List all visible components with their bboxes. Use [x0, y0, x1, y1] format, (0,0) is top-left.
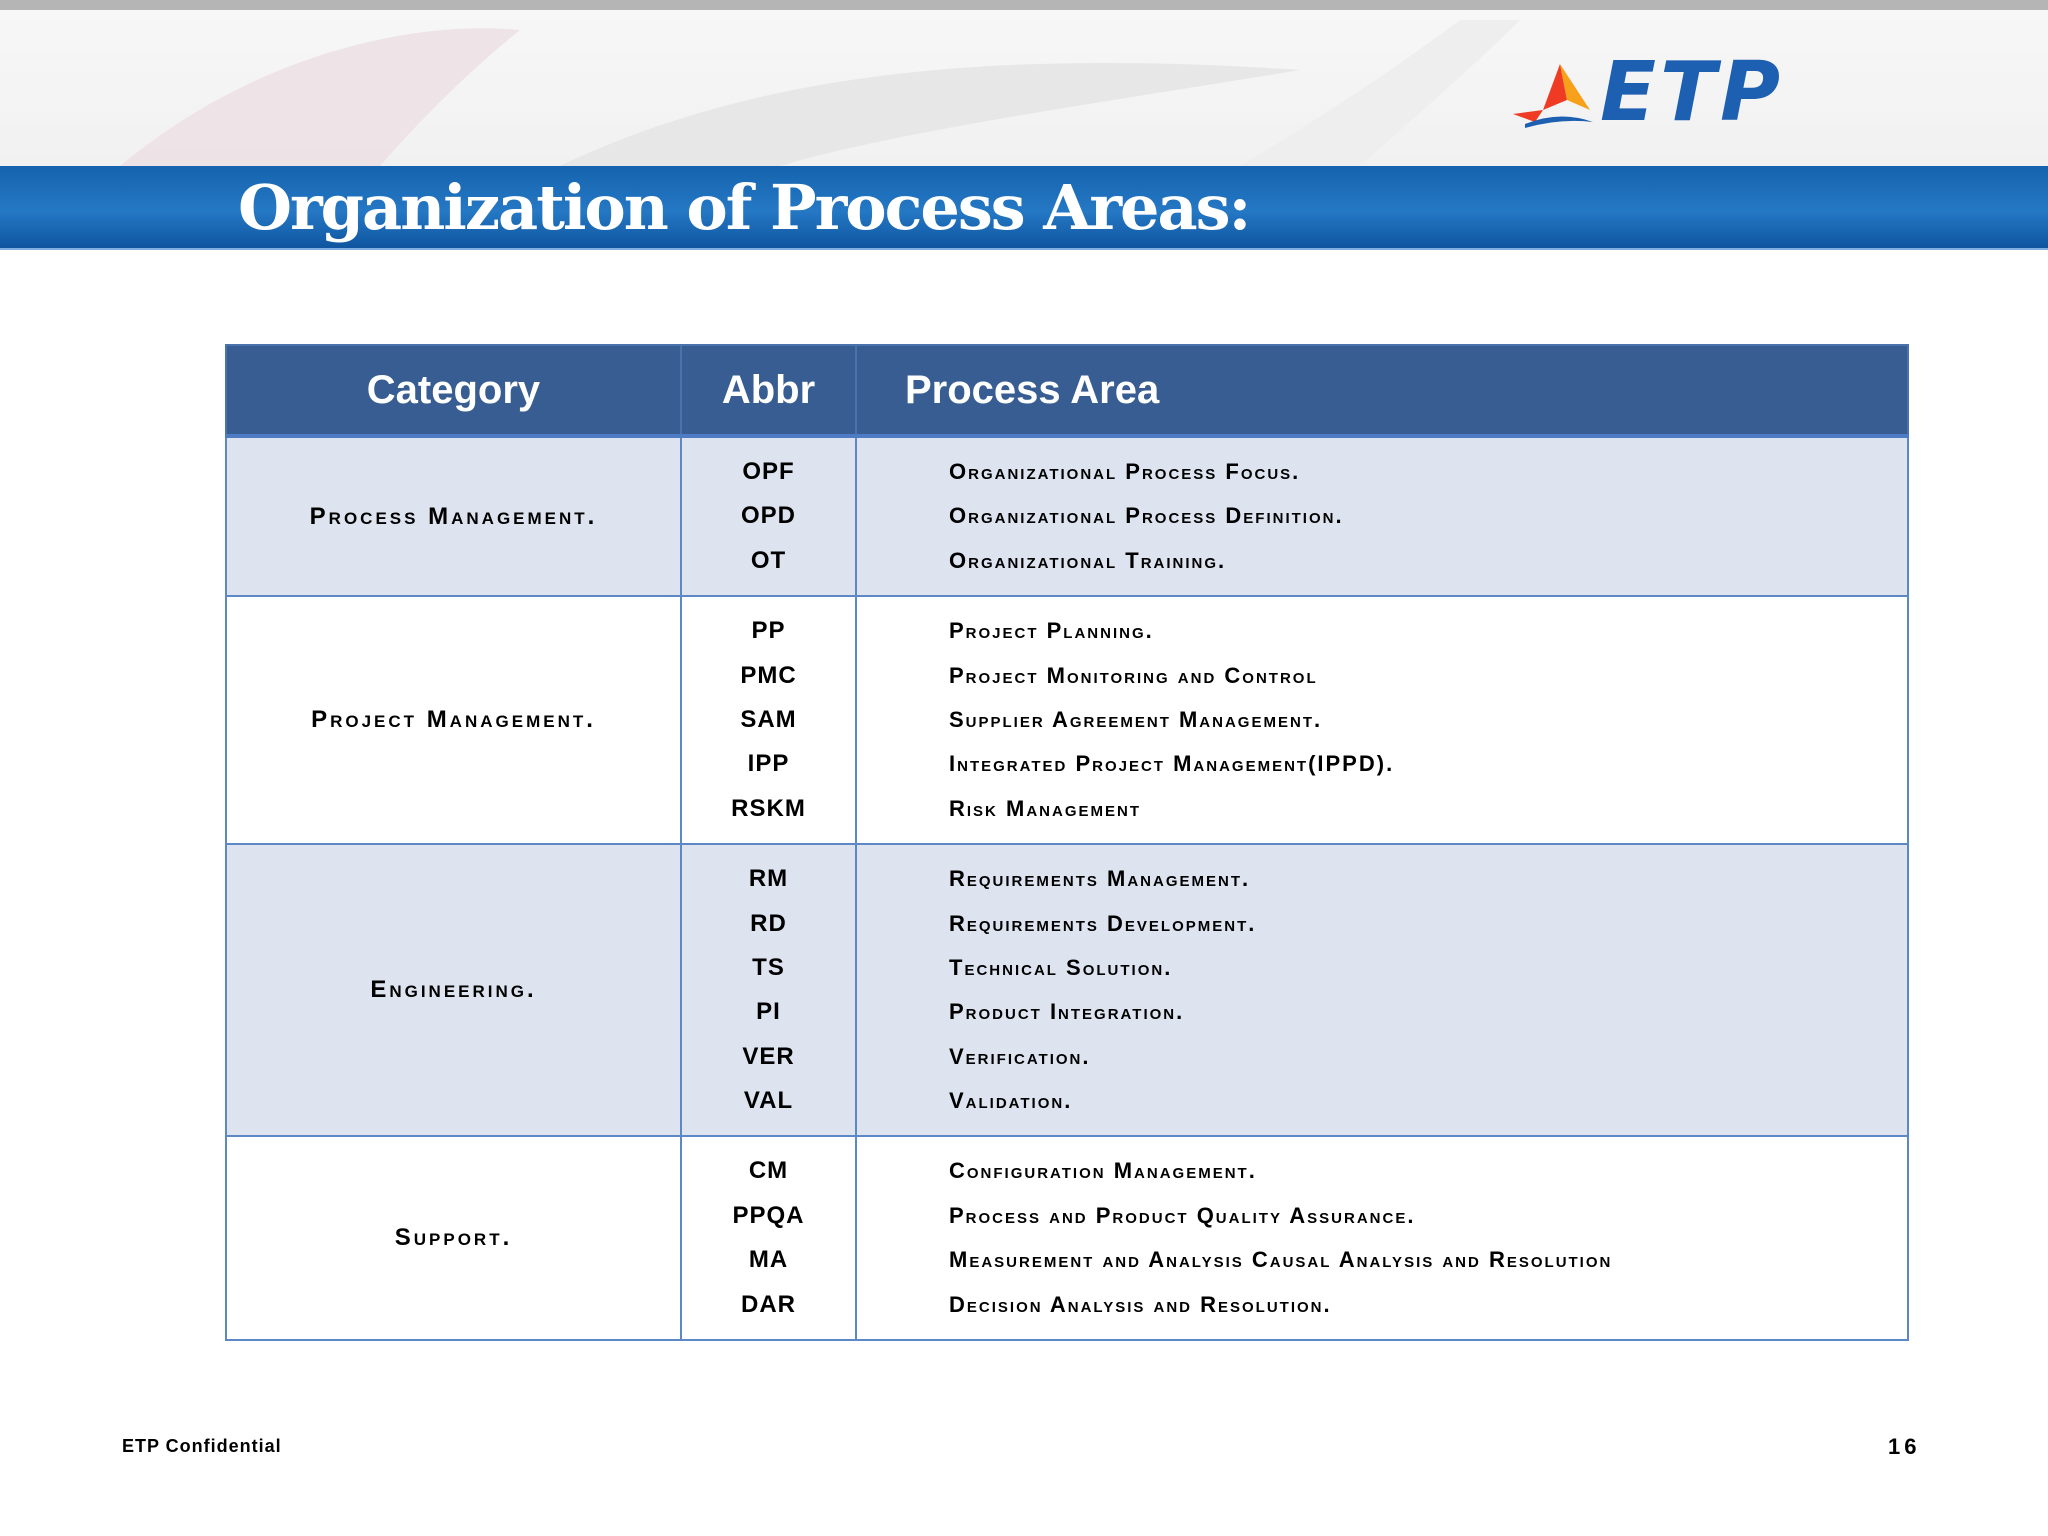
- abbr-item: PI: [756, 998, 781, 1026]
- process-area-item: Integrated Project Management(IPPD).: [949, 751, 1395, 777]
- abbr-cell: [681, 596, 856, 844]
- table-row: [226, 844, 1908, 1136]
- page-title: Organization of Process Areas:: [238, 171, 1250, 244]
- abbr-item: RSKM: [731, 794, 806, 822]
- process-area-item: Product Integration.: [949, 999, 1185, 1025]
- process-area-cell: [856, 596, 1908, 844]
- abbr-item: RD: [750, 909, 787, 937]
- process-area-item: Requirements Management.: [949, 866, 1251, 892]
- table-row: [226, 436, 1908, 596]
- top-border: [0, 0, 2048, 10]
- process-area-item: Validation.: [949, 1088, 1073, 1114]
- process-area-cell: [856, 844, 1908, 1136]
- category-cell: Support.: [226, 1136, 681, 1340]
- process-area-item: Project Monitoring and Control: [949, 662, 1318, 688]
- process-area-cell: [856, 1136, 1908, 1340]
- abbr-item: OT: [750, 546, 787, 574]
- abbr-item: MA: [748, 1246, 789, 1274]
- process-area-item: Risk Management: [949, 795, 1141, 821]
- abbr-item: PP: [751, 617, 786, 645]
- process-area-item: Supplier Agreement Management.: [949, 706, 1323, 732]
- page-number: 16: [1888, 1434, 1921, 1459]
- abbr-cell: [681, 436, 856, 596]
- table-header-row: [226, 345, 1908, 436]
- abbr-item: VAL: [743, 1087, 794, 1115]
- column-header-abbr: Abbr: [681, 345, 856, 436]
- table-body: [226, 436, 1908, 1340]
- etp-logo-text: ETP: [1600, 45, 1785, 140]
- process-area-item: Requirements Development.: [949, 910, 1257, 936]
- abbr-item: VER: [742, 1042, 795, 1070]
- process-area-item: Project Planning.: [949, 618, 1154, 644]
- category-cell: Process Management.: [226, 436, 681, 596]
- abbr-cell: [681, 1136, 856, 1340]
- category-cell: Engineering.: [226, 844, 681, 1136]
- process-area-item: Decision Analysis and Resolution.: [949, 1291, 1332, 1317]
- table-row: [226, 596, 1908, 844]
- process-area-cell: [856, 436, 1908, 596]
- abbr-item: SAM: [740, 705, 797, 733]
- abbr-item: IPP: [747, 750, 790, 778]
- table-row: [226, 1136, 1908, 1340]
- process-area-item: Configuration Management.: [949, 1158, 1257, 1184]
- process-area-item: Organizational Training.: [949, 547, 1227, 573]
- abbr-item: DAR: [741, 1290, 796, 1318]
- abbr-item: OPF: [742, 458, 795, 485]
- abbr-item: TS: [752, 953, 785, 981]
- process-area-item: Process and Product Quality Assurance.: [949, 1202, 1416, 1228]
- process-area-item: Organizational Process Definition.: [949, 503, 1344, 529]
- abbr-item: PPQA: [732, 1201, 805, 1229]
- process-areas-table: [225, 344, 1909, 1341]
- footer-confidential: ETP Confidential: [122, 1436, 282, 1456]
- abbr-item: CM: [748, 1157, 789, 1185]
- abbr-cell: [681, 844, 856, 1136]
- abbr-item: PMC: [740, 661, 797, 689]
- abbr-item: OPD: [740, 502, 796, 530]
- abbr-item: RM: [748, 865, 789, 893]
- process-area-item: Technical Solution.: [949, 954, 1173, 980]
- process-area-item: Measurement and Analysis Causal Analysis and Resolution: [949, 1247, 1613, 1273]
- category-cell: Project Management.: [226, 596, 681, 844]
- process-area-item: Verification.: [949, 1043, 1091, 1069]
- process-area-item: Organizational Process Focus.: [949, 459, 1301, 484]
- column-header-process-area: Process Area: [856, 345, 1908, 436]
- column-header-category: Category: [226, 345, 681, 436]
